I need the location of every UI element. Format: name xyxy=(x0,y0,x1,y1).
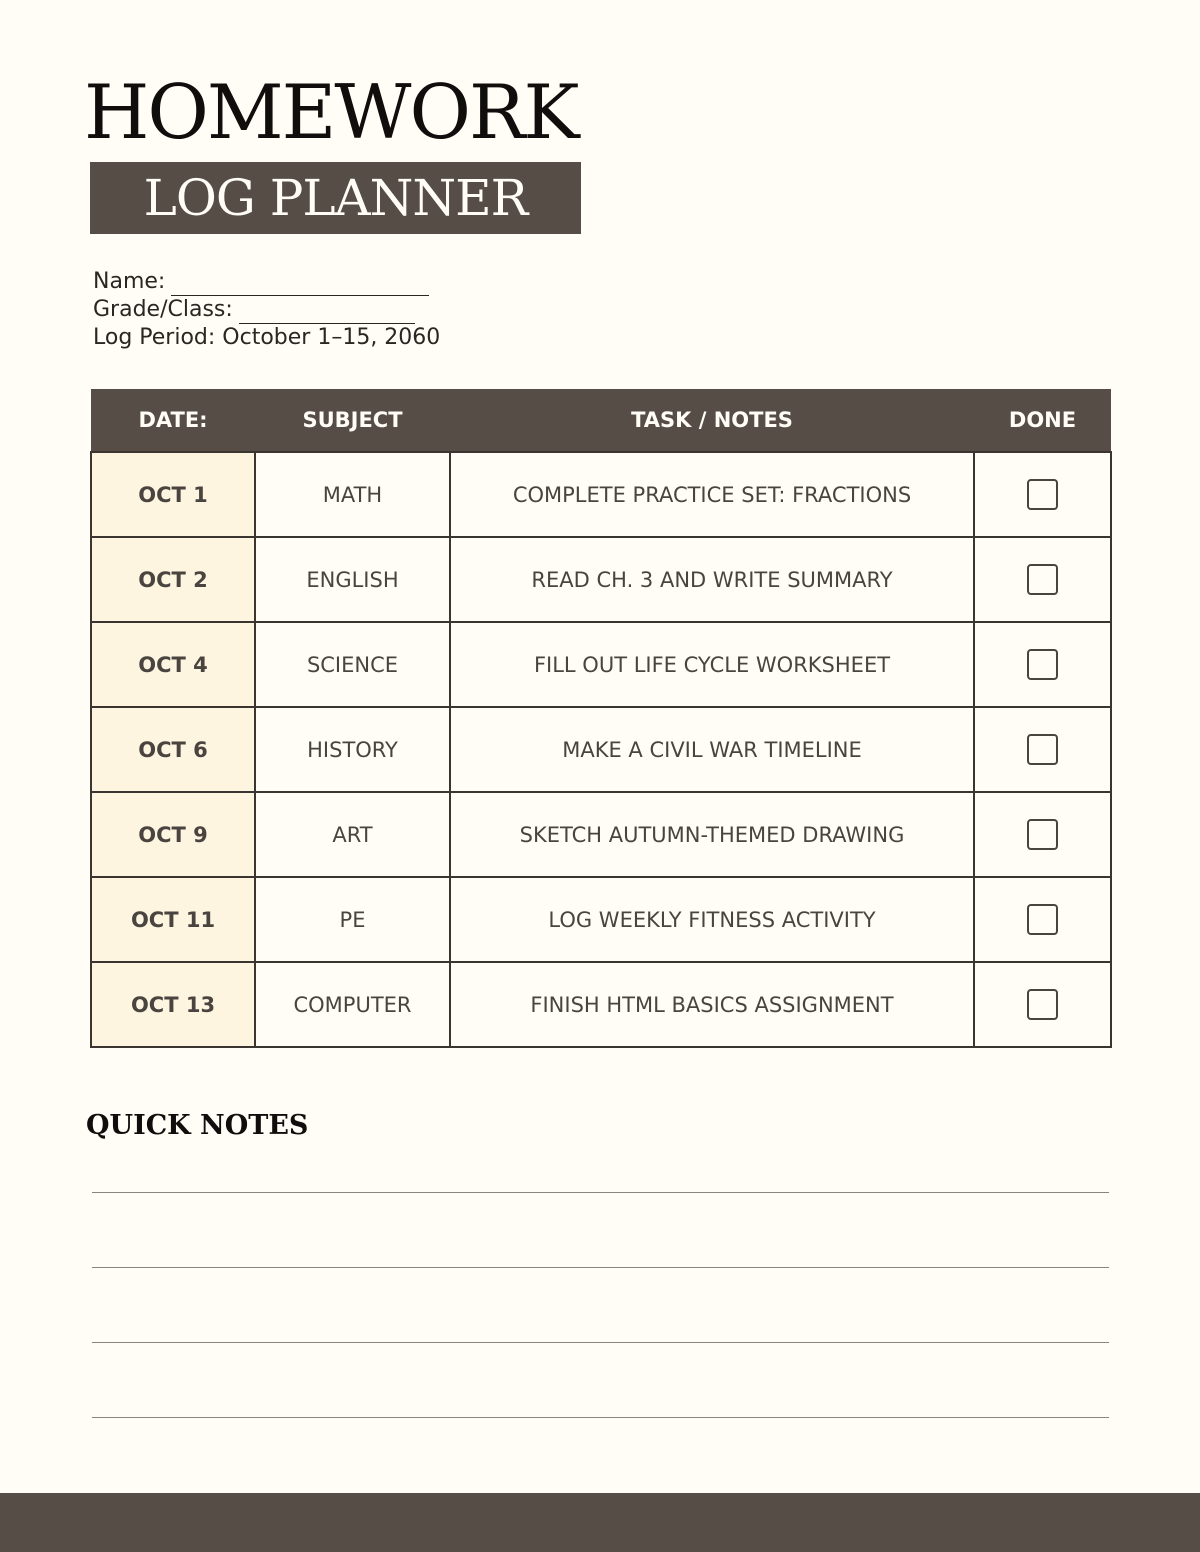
table-row xyxy=(91,537,1111,622)
subject-cell: PE xyxy=(255,877,450,962)
date-cell: OCT 2 xyxy=(91,537,255,622)
task-cell: FINISH HTML BASICS ASSIGNMENT xyxy=(450,962,974,1047)
done-cell xyxy=(974,707,1111,792)
task-cell: SKETCH AUTUMN-THEMED DRAWING xyxy=(450,792,974,877)
done-cell xyxy=(974,452,1111,537)
done-cell xyxy=(974,792,1111,877)
task-cell: LOG WEEKLY FITNESS ACTIVITY xyxy=(450,877,974,962)
grade-label: Grade/Class: xyxy=(93,297,233,322)
done-cell xyxy=(974,877,1111,962)
name-line xyxy=(93,268,440,296)
date-cell: OCT 1 xyxy=(91,452,255,537)
subject-cell: HISTORY xyxy=(255,707,450,792)
done-checkbox[interactable] xyxy=(1027,564,1058,595)
subject-cell: ART xyxy=(255,792,450,877)
done-cell xyxy=(974,537,1111,622)
subject-cell: COMPUTER xyxy=(255,962,450,1047)
subject-cell: ENGLISH xyxy=(255,537,450,622)
page-title: HOMEWORK xyxy=(84,68,578,156)
notes-line[interactable] xyxy=(92,1267,1109,1268)
table-header-row xyxy=(91,389,1111,452)
name-field[interactable] xyxy=(171,276,429,296)
table-row xyxy=(91,962,1111,1047)
footer-bar xyxy=(0,1493,1200,1552)
task-cell: FILL OUT LIFE CYCLE WORKSHEET xyxy=(450,622,974,707)
table-row xyxy=(91,622,1111,707)
date-cell: OCT 9 xyxy=(91,792,255,877)
notes-line[interactable] xyxy=(92,1192,1109,1193)
subtitle-band xyxy=(90,162,581,234)
done-cell xyxy=(974,962,1111,1047)
name-label: Name: xyxy=(93,269,166,294)
info-block xyxy=(93,268,440,352)
column-header-task: TASK / NOTES xyxy=(450,389,974,452)
date-cell: OCT 11 xyxy=(91,877,255,962)
table-row xyxy=(91,452,1111,537)
notes-line[interactable] xyxy=(92,1417,1109,1418)
date-cell: OCT 13 xyxy=(91,962,255,1047)
done-checkbox[interactable] xyxy=(1027,989,1058,1020)
quick-notes-title: QUICK NOTES xyxy=(86,1110,309,1141)
done-checkbox[interactable] xyxy=(1027,649,1058,680)
done-checkbox[interactable] xyxy=(1027,479,1058,510)
log-period-text: Log Period: October 1–15, 2060 xyxy=(93,325,441,350)
grade-field[interactable] xyxy=(239,304,415,324)
done-checkbox[interactable] xyxy=(1027,904,1058,935)
done-cell xyxy=(974,622,1111,707)
done-checkbox[interactable] xyxy=(1027,734,1058,765)
task-cell: COMPLETE PRACTICE SET: FRACTIONS xyxy=(450,452,974,537)
column-header-date: DATE: xyxy=(91,389,255,452)
date-cell: OCT 4 xyxy=(91,622,255,707)
column-header-subject: SUBJECT xyxy=(255,389,450,452)
homework-table xyxy=(90,389,1112,1048)
log-period xyxy=(93,324,440,352)
table-row xyxy=(91,792,1111,877)
date-cell: OCT 6 xyxy=(91,707,255,792)
grade-line xyxy=(93,296,440,324)
subject-cell: MATH xyxy=(255,452,450,537)
table-row xyxy=(91,707,1111,792)
table-row xyxy=(91,877,1111,962)
task-cell: MAKE A CIVIL WAR TIMELINE xyxy=(450,707,974,792)
subject-cell: SCIENCE xyxy=(255,622,450,707)
done-checkbox[interactable] xyxy=(1027,819,1058,850)
page-subtitle: LOG PLANNER xyxy=(143,169,528,227)
task-cell: READ CH. 3 AND WRITE SUMMARY xyxy=(450,537,974,622)
notes-line[interactable] xyxy=(92,1342,1109,1343)
column-header-done: DONE xyxy=(974,389,1111,452)
